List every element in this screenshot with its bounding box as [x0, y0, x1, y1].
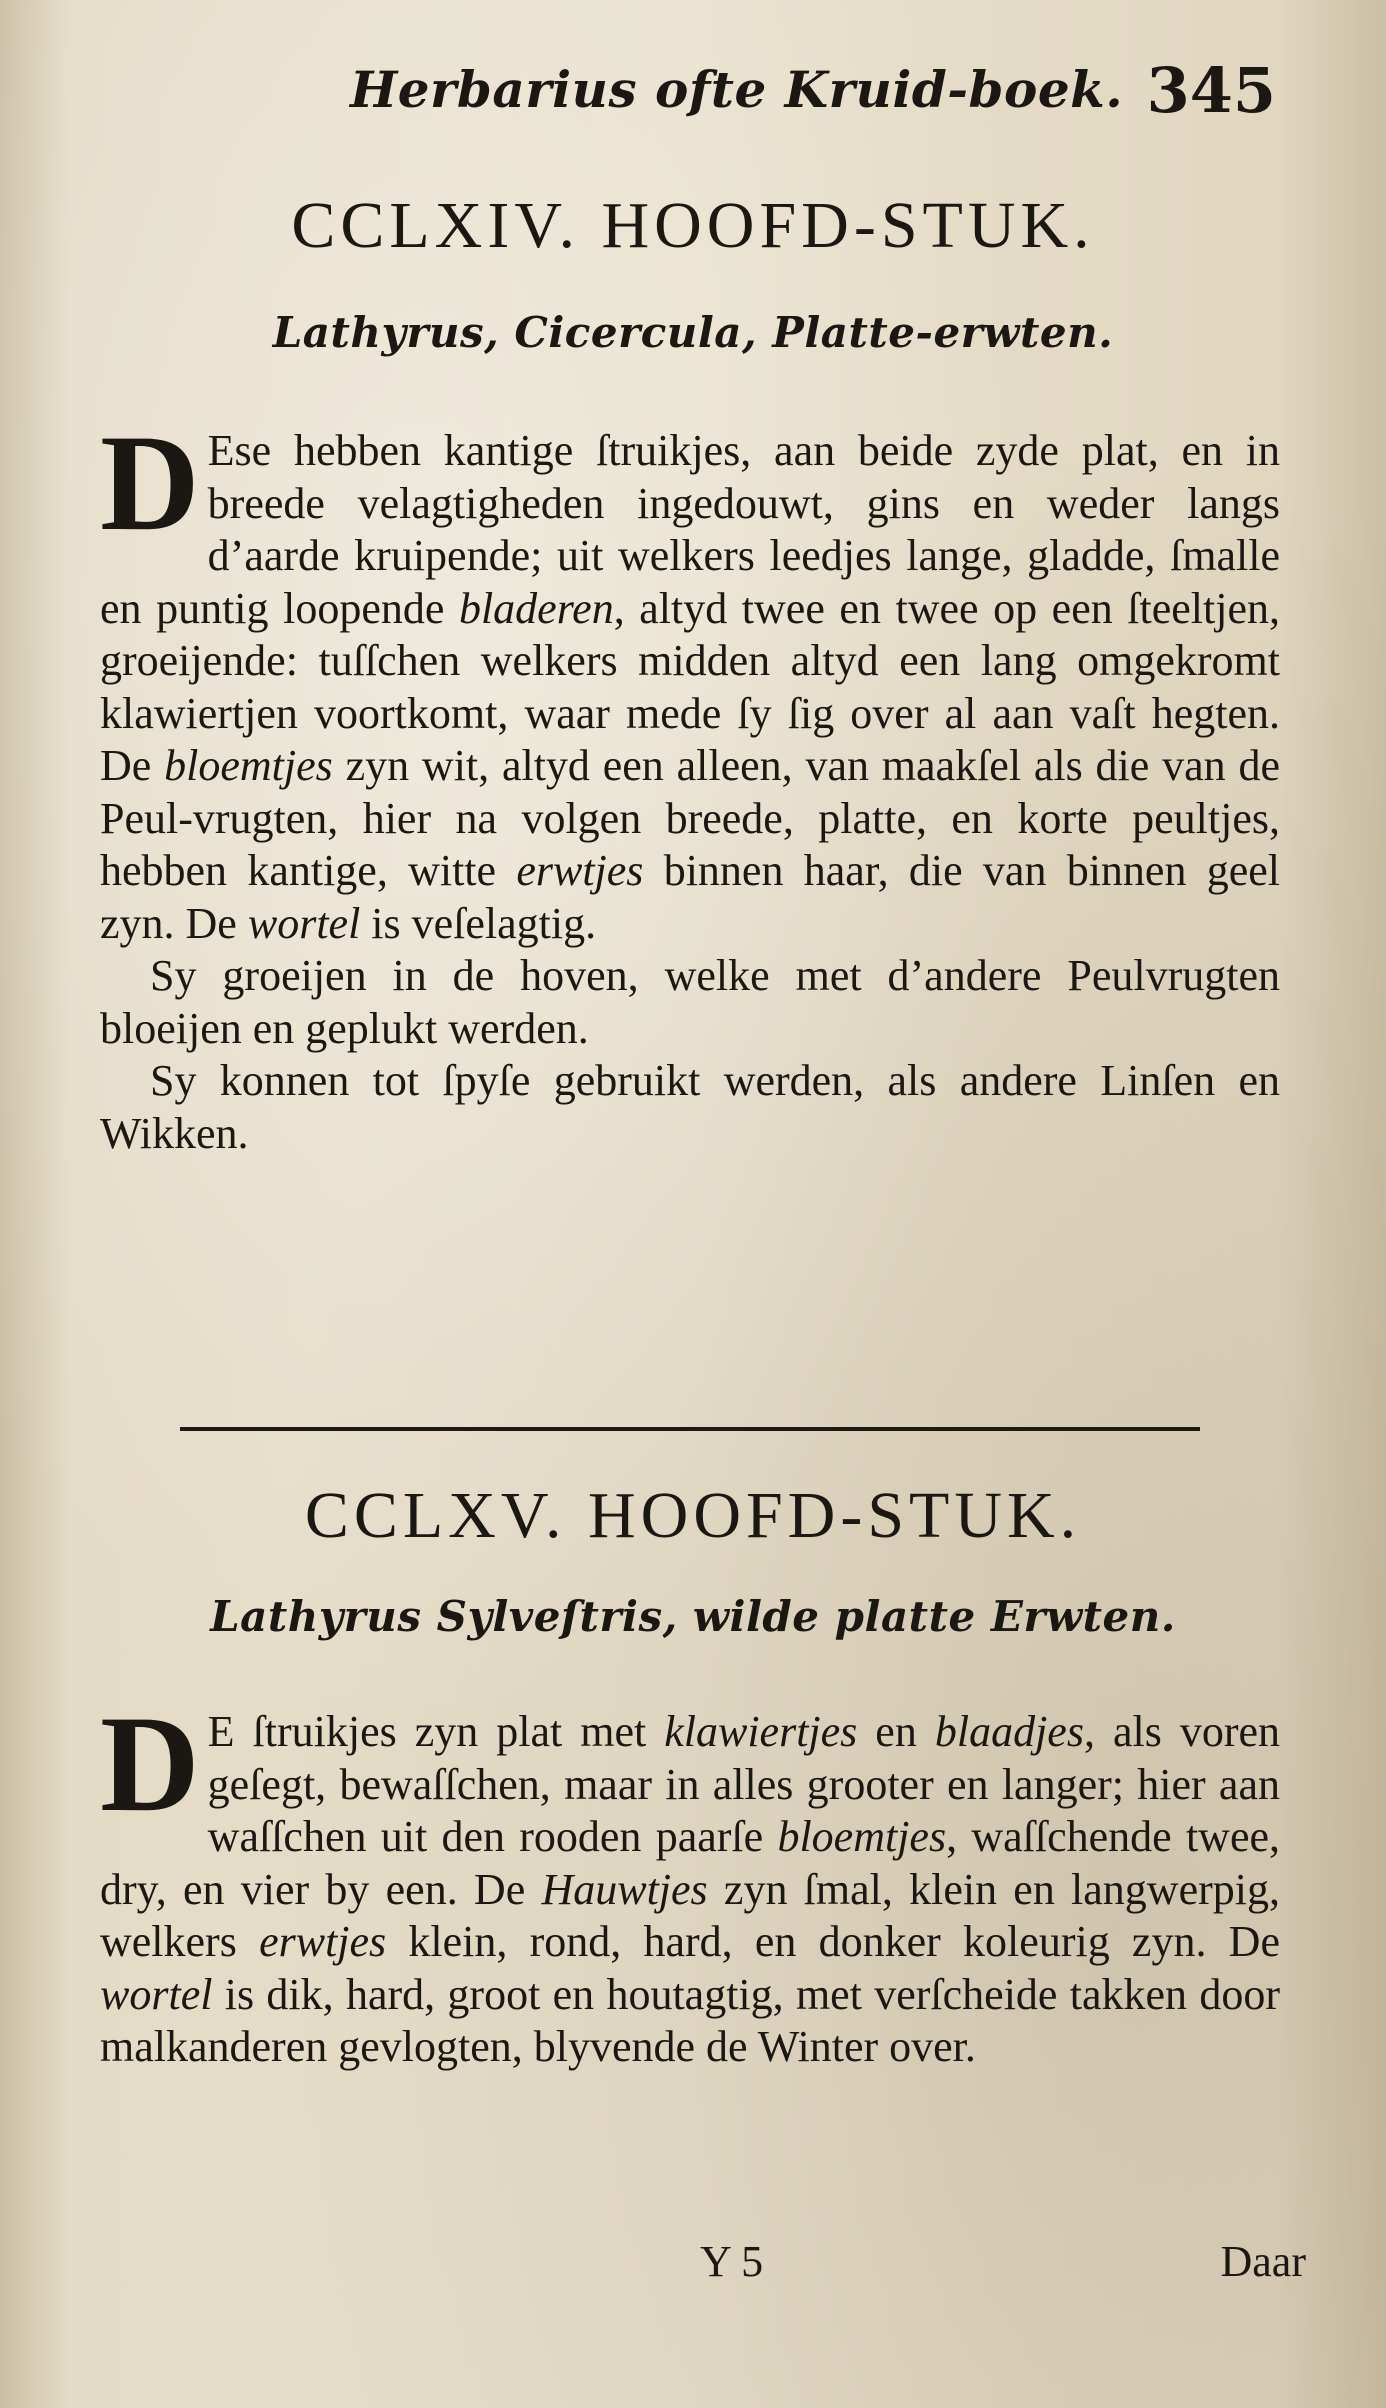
section-divider	[180, 1427, 1200, 1431]
page-number: 345	[1146, 54, 1276, 127]
chapter-264-paragraph-2: Sy groeijen in de hoven, welke met d’andere Peulvrugten bloeijen en geplukt werden.	[100, 951, 1280, 1053]
chapter-265-heading: CCLXV. HOOFD-STUK.	[304, 1479, 1082, 1552]
drop-cap: D	[100, 406, 200, 559]
drop-cap: D	[100, 1687, 200, 1840]
chapter-264-heading: CCLXIV. HOOFD-STUK.	[291, 189, 1095, 262]
chapter-264-subtitle: Lathyrus, Cicercula, Platte-erwten.	[272, 308, 1114, 357]
chapter-264-paragraph-1: D Ese hebben kantige ſtruikjes, aan beide zyde plat, en in breede velagtigheden ingedouwt, gins en weder langs d’aarde kruipende; uit welkers leedjes lange, gladde, ſmalle en puntig loopende bladeren, altyd twee en twee op een ſteeltjen, groeijende: tuſſchen welkers midden altyd een lang omgekromt klawiertjen voortkomt, waar mede ſy ſig over al aan vaſt hegten. De bloemtjes zyn wit, altyd een alleen, van maakſel als die van de Peul-vrugten, hier na volgen breede, platte, en korte peultjes, hebben kantige, witte erwtjes binnen haar, die van binnen geel zyn. De wortel is veſelagtig.	[100, 406, 1281, 948]
chapter-265-paragraph-1: D E ſtruikjes zyn plat met klawiertjes en blaadjes, als voren geſegt, bewaſſchen, maar in alles grooter en langer; hier aan waſſchen uit den rooden paarſe bloemtjes, waſſchende twee, dry, en vier by een. De Hauwtjes zyn ſmal, klein en langwerpig, welkers erwtjes klein, rond, hard, en donker koleurig zyn. De wortel is dik, hard, groot en houtagtig, met verſcheide takken door malkanderen gevlogten, blyvende de Winter over.	[100, 1687, 1281, 2071]
chapter-265-body	[100, 1687, 1281, 2074]
catchword: Daar	[1220, 2237, 1306, 2286]
running-title: Herbarius ofte Kruid-boek.	[350, 60, 1124, 119]
running-head	[0, 54, 1386, 130]
signature-mark: Y 5	[700, 2237, 764, 2286]
chapter-265-subtitle: Lathyrus Sylveſtris, wilde platte Erwten.	[210, 1592, 1176, 1641]
page-footer	[0, 2236, 1386, 2296]
chapter-264-body	[100, 406, 1281, 1160]
chapter-264-paragraph-3: Sy konnen tot ſpyſe gebruikt werden, als andere Linſen en Wikken.	[100, 1056, 1280, 1158]
